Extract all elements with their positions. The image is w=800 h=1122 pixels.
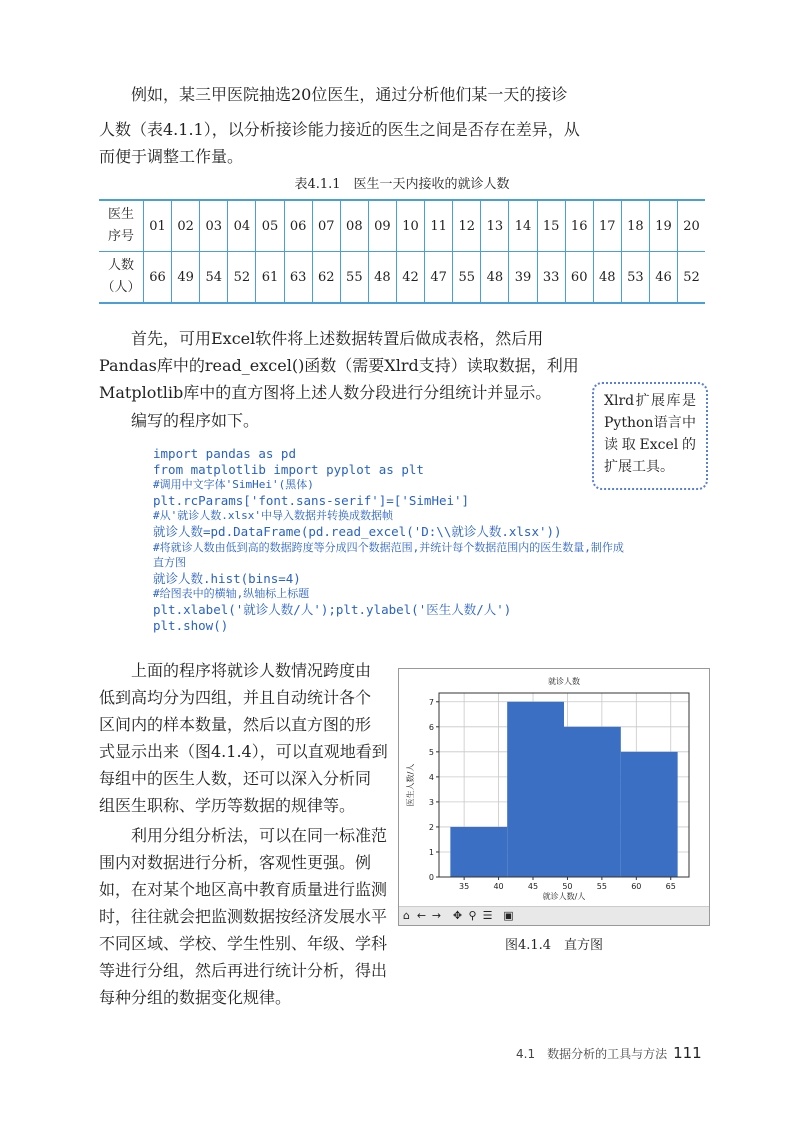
doctor-id-cell: 11 bbox=[425, 200, 453, 252]
count-cell: 52 bbox=[678, 252, 705, 304]
para4-line-1: 利用分组分析法，可以在同一标准范 bbox=[131, 826, 388, 845]
count-cell: 46 bbox=[649, 252, 677, 304]
count-cell: 33 bbox=[537, 252, 565, 304]
y-axis-label: 医生人数/人 bbox=[406, 763, 415, 807]
y-tick-label: 4 bbox=[428, 772, 434, 782]
count-cell: 39 bbox=[509, 252, 537, 304]
table-row-ids bbox=[99, 200, 705, 252]
para3-line-5: 每组中的医生人数，还可以深入分析同 bbox=[99, 769, 372, 788]
row-header-doctor-id: 医生 序号 bbox=[99, 200, 144, 252]
y-tick-label: 1 bbox=[428, 847, 434, 857]
doctor-id-cell: 15 bbox=[537, 200, 565, 252]
x-tick-label: 60 bbox=[631, 882, 642, 891]
code-line: plt.rcParams['font.sans-serif']=['SimHei'] bbox=[153, 492, 470, 508]
code-intro: 编写的程序如下。 bbox=[131, 411, 260, 430]
para4-line-2: 围内对数据进行分析，客观性更强。例 bbox=[99, 853, 372, 872]
count-cell: 47 bbox=[425, 252, 453, 304]
save-icon[interactable]: ▣ bbox=[503, 909, 514, 922]
para2-line-2: Pandas库中的read_excel()函数（需要Xlrd支持）读取数据，利用 bbox=[99, 356, 579, 375]
x-tick-label: 40 bbox=[493, 882, 504, 891]
code-line: from matplotlib import pyplot as plt bbox=[153, 461, 424, 477]
intro-line-3: 而便于调整工作量。 bbox=[99, 147, 244, 166]
doctor-id-cell: 17 bbox=[593, 200, 621, 252]
y-tick-label: 2 bbox=[428, 822, 434, 832]
row-header-count: 人数 （人） bbox=[99, 252, 144, 304]
para4-line-4: 时，往往就会把监测数据按经济发展水平 bbox=[99, 907, 388, 926]
count-cell: 66 bbox=[144, 252, 172, 304]
count-cell: 52 bbox=[228, 252, 256, 304]
patient-count-table bbox=[99, 199, 705, 304]
para3-line-2: 低到高均分为四组，并且自动统计各个 bbox=[99, 688, 372, 707]
figure-caption: 图4.1.4 直方图 bbox=[504, 938, 604, 953]
footer-section: 4.1 数据分析的工具与方法 bbox=[516, 1047, 668, 1061]
doctor-id-cell: 20 bbox=[678, 200, 705, 252]
count-cell: 54 bbox=[200, 252, 228, 304]
doctor-id-cell: 04 bbox=[228, 200, 256, 252]
count-cell: 62 bbox=[312, 252, 340, 304]
doctor-id-cell: 14 bbox=[509, 200, 537, 252]
histogram-chart bbox=[399, 669, 709, 907]
count-cell: 42 bbox=[396, 252, 424, 304]
doctor-id-cell: 18 bbox=[621, 200, 649, 252]
doctor-id-cell: 03 bbox=[200, 200, 228, 252]
y-tick-label: 5 bbox=[428, 747, 434, 757]
count-cell: 48 bbox=[481, 252, 509, 304]
xlrd-sidenote: Xlrd扩展库是Python语言中读取Excel的扩展工具。 bbox=[592, 382, 708, 490]
para3-line-1: 上面的程序将就诊人数情况跨度由 bbox=[131, 661, 372, 680]
para4-line-7: 每种分组的数据变化规律。 bbox=[99, 988, 292, 1007]
page-number: 111 bbox=[673, 1044, 702, 1062]
para3-line-6: 组医生职称、学历等数据的规律等。 bbox=[99, 796, 356, 815]
doctor-id-cell: 09 bbox=[368, 200, 396, 252]
x-tick-label: 55 bbox=[596, 882, 607, 891]
count-cell: 61 bbox=[256, 252, 284, 304]
para2-line-1: 首先，可用Excel软件将上述数据转置后做成表格，然后用 bbox=[131, 329, 544, 348]
doctor-id-cell: 06 bbox=[284, 200, 312, 252]
doctor-id-cell: 10 bbox=[396, 200, 424, 252]
count-cell: 48 bbox=[593, 252, 621, 304]
doctor-id-cell: 12 bbox=[453, 200, 481, 252]
para3-line-4: 式显示出来（图4.1.4），可以直观地看到 bbox=[99, 742, 388, 761]
pan-icon[interactable]: ✥ bbox=[452, 909, 463, 922]
table-caption: 表4.1.1 医生一天内接收的就诊人数 bbox=[294, 177, 510, 192]
para4-line-5: 不同区域、学校、学生性别、年级、学科 bbox=[99, 934, 388, 953]
para4-line-3: 如，在对某个地区高中教育质量进行监测 bbox=[99, 880, 388, 899]
doctor-id-cell: 05 bbox=[256, 200, 284, 252]
intro-line-2: 人数（表4.1.1），以分析接诊能力接近的医生之间是否存在差异，从 bbox=[99, 120, 580, 139]
code-line: import pandas as pd bbox=[153, 446, 296, 461]
code-comment-line: #调用中文字体'SimHei'(黑体) bbox=[153, 478, 314, 492]
count-cell: 49 bbox=[172, 252, 200, 304]
histogram-bar bbox=[507, 702, 564, 877]
histogram-bar bbox=[564, 727, 621, 877]
zoom-icon[interactable]: ⚲ bbox=[468, 909, 477, 922]
count-cell: 55 bbox=[340, 252, 368, 304]
plot-toolbar bbox=[399, 906, 709, 925]
code-comment-line: #给图表中的横轴,纵轴标上标题 bbox=[153, 587, 310, 601]
x-axis-label: 就诊人数/人 bbox=[542, 892, 586, 901]
x-tick-label: 45 bbox=[527, 882, 539, 891]
count-cell: 63 bbox=[284, 252, 312, 304]
count-cell: 53 bbox=[621, 252, 649, 304]
histogram-window bbox=[398, 668, 710, 926]
back-icon[interactable]: ← bbox=[416, 909, 427, 922]
count-cell: 55 bbox=[453, 252, 481, 304]
y-tick-label: 6 bbox=[428, 722, 434, 732]
count-cell: 60 bbox=[565, 252, 593, 304]
forward-icon[interactable]: → bbox=[431, 909, 442, 922]
code-line: 就诊人数=pd.DataFrame(pd.read_excel('D:\\就诊人数.xlsx')) bbox=[153, 523, 562, 539]
histogram-bar bbox=[450, 827, 507, 877]
home-icon[interactable]: ⌂ bbox=[403, 909, 410, 922]
doctor-id-cell: 13 bbox=[481, 200, 509, 252]
chart-title: 就诊人数 bbox=[548, 677, 580, 686]
doctor-id-cell: 19 bbox=[649, 200, 677, 252]
code-line: plt.xlabel('就诊人数/人');plt.ylabel('医生人数/人') bbox=[153, 601, 512, 617]
code-comment-line: #从'就诊人数.xlsx'中导入数据并转换成数据帧 bbox=[153, 509, 393, 523]
code-line: plt.show() bbox=[153, 617, 229, 633]
page-footer bbox=[516, 1044, 702, 1062]
count-cell: 48 bbox=[368, 252, 396, 304]
y-tick-label: 3 bbox=[428, 797, 434, 807]
doctor-id-cell: 08 bbox=[340, 200, 368, 252]
doctor-id-cell: 02 bbox=[172, 200, 200, 252]
doctor-id-cell: 01 bbox=[144, 200, 172, 252]
intro-line-1: 例如，某三甲医院抽选20位医生，通过分析他们某一天的接诊 bbox=[131, 85, 568, 104]
table-row-counts bbox=[99, 252, 705, 304]
para2-line-3: Matplotlib库中的直方图将上述人数分段进行分组统计并显示。 bbox=[99, 383, 552, 402]
doctor-id-cell: 07 bbox=[312, 200, 340, 252]
code-comment-line: 直方图 bbox=[153, 556, 186, 570]
x-tick-label: 65 bbox=[665, 882, 676, 891]
code-line: 就诊人数.hist(bins=4) bbox=[153, 570, 301, 586]
y-tick-label: 7 bbox=[428, 697, 434, 707]
code-listing bbox=[153, 446, 723, 633]
histogram-bar bbox=[621, 752, 678, 877]
y-tick-label: 0 bbox=[428, 873, 434, 882]
x-tick-label: 35 bbox=[459, 882, 470, 891]
code-comment-line: #将就诊人数由低到高的数据跨度等分成四个数据范围,并统计每个数据范围内的医生数量,制作成 bbox=[153, 540, 624, 554]
doctor-id-cell: 16 bbox=[565, 200, 593, 252]
para3-line-3: 区间内的样本数量，然后以直方图的形 bbox=[99, 715, 372, 734]
configure-icon[interactable]: ☰ bbox=[482, 909, 493, 922]
x-tick-label: 50 bbox=[562, 882, 573, 891]
para4-line-6: 等进行分组，然后再进行统计分析，得出 bbox=[99, 961, 388, 980]
